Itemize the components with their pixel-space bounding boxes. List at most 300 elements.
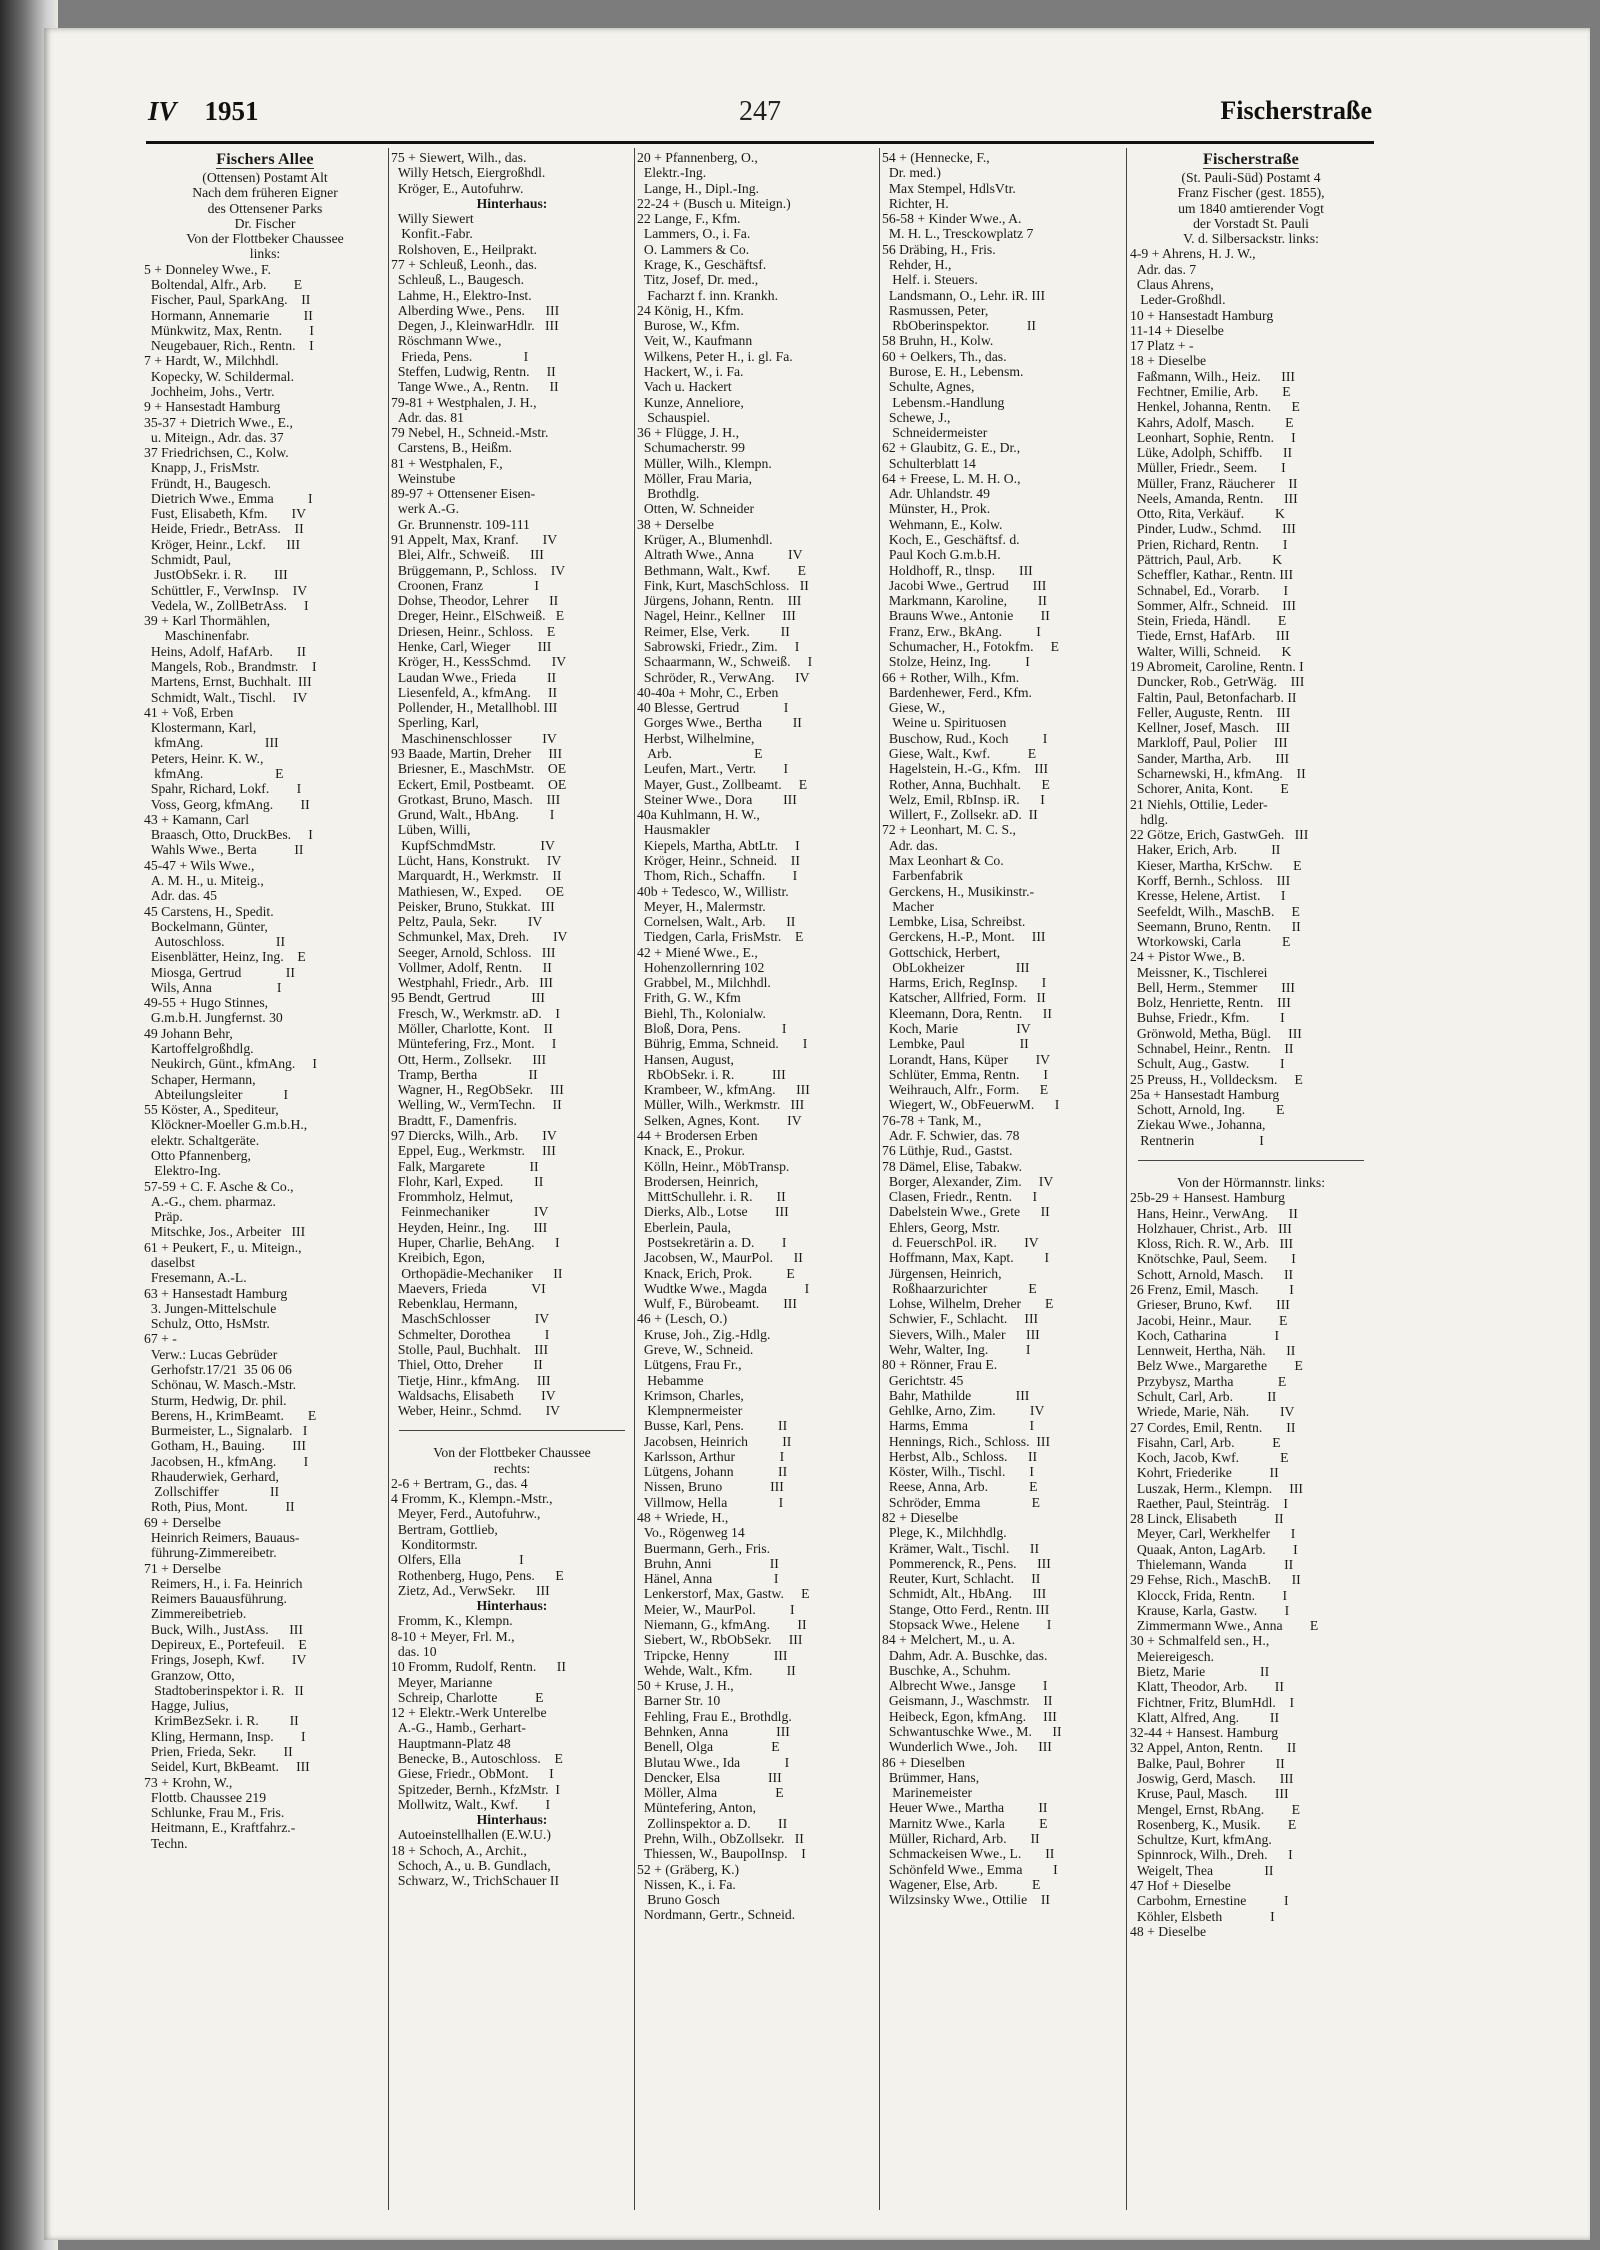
- directory-entry: Dierks, Alb., Lotse III: [637, 1204, 789, 1220]
- directory-entry: Hebamme: [637, 1372, 704, 1388]
- directory-entry: Balke, Paul, Bohrer II: [1130, 1755, 1285, 1771]
- directory-entry: Markmann, Karoline, II: [882, 593, 1047, 609]
- directory-entry: Leder-Großhdl.: [1130, 292, 1226, 308]
- directory-entry: Kunze, Anneliore,: [637, 394, 744, 410]
- directory-entry: führung-Zimmereibetr.: [144, 1545, 277, 1561]
- directory-entry: Kreibich, Egon,: [391, 1250, 485, 1266]
- directory-entry: Olfers, Ella I: [391, 1552, 524, 1568]
- directory-entry: Tange Wwe., A., Rentn. II: [391, 379, 559, 395]
- directory-entry: Bahr, Mathilde III: [882, 1387, 1030, 1403]
- directory-entry: Burose, W., Kfm.: [637, 318, 740, 334]
- directory-entry: Degen, J., KleinwarHdlr. III: [391, 318, 559, 334]
- directory-entry: Orthopädie-Mechaniker II: [391, 1265, 563, 1281]
- directory-entry: Grotkast, Bruno, Masch. III: [391, 791, 561, 807]
- directory-entry: Koch, Marie IV: [882, 1021, 1031, 1037]
- directory-entry: Bockelmann, Günter,: [144, 918, 268, 934]
- directory-entry: Jacobi Wwe., Gertrud III: [882, 577, 1047, 593]
- directory-entry: Lennweit, Hertha, Näh. II: [1130, 1343, 1296, 1359]
- directory-entry: Helf. i. Steuers.: [882, 272, 978, 288]
- directory-entry: 73 + Krohn, W.,: [144, 1774, 233, 1790]
- directory-entry: Sievers, Wilh., Maler III: [882, 1326, 1040, 1342]
- directory-entry: Bührig, Emma, Schneid. I: [637, 1036, 808, 1052]
- directory-entry: Vo., Rögenweg 14: [637, 1525, 745, 1541]
- directory-entry: Jürgensen, Heinrich,: [882, 1265, 1002, 1281]
- directory-entry: Sperling, Karl,: [391, 715, 479, 731]
- directory-entry: 5 + Donneley Wwe., F.: [144, 261, 271, 277]
- directory-entry: Bloß, Dora, Pens. I: [637, 1021, 787, 1037]
- directory-entry: 91 Appelt, Max, Kranf. IV: [391, 532, 558, 548]
- directory-entry: Grieser, Bruno, Kwf. III: [1130, 1297, 1290, 1313]
- directory-entry: A.-G., chem. pharmaz.: [144, 1193, 276, 1209]
- directory-entry: Schönfeld Wwe., Emma I: [882, 1861, 1058, 1877]
- directory-entry: Thiessen, W., BaupolInsp. I: [637, 1846, 806, 1862]
- directory-entry: Harms, Emma I: [882, 1418, 1035, 1434]
- directory-entry: 79 Nebel, H., Schneid.-Mstr.: [391, 425, 549, 441]
- directory-entry: Meiereigesch.: [1130, 1648, 1214, 1664]
- street-note: des Ottensener Parks: [207, 200, 323, 216]
- directory-entry: Lahme, H., Elektro-Inst.: [391, 287, 532, 303]
- directory-entry: Barner Str. 10: [637, 1693, 721, 1709]
- directory-entry: Schüttler, F., VerwInsp. IV: [144, 582, 308, 598]
- directory-column-5: [1130, 150, 1372, 2210]
- directory-entry: 58 Bruhn, H., Kolw.: [882, 333, 994, 349]
- directory-entry: 48 + Wriede, H.,: [637, 1510, 729, 1526]
- section-divider: [399, 1418, 625, 1431]
- directory-entry: Marinemeister: [882, 1785, 973, 1801]
- directory-entry: 55 Köster, A., Spediteur,: [144, 1102, 279, 1118]
- street-note: Von der Flottbeker Chaussee: [186, 231, 344, 247]
- directory-entry: Buck, Wilh., JustAss. III: [144, 1621, 303, 1637]
- directory-entry: Adr. das. 7: [1130, 261, 1197, 277]
- directory-entry: 18 + Dieselbe: [1130, 353, 1207, 369]
- directory-entry: Schmackeisen Wwe., L. II: [882, 1846, 1055, 1862]
- directory-entry: Lütgens, Frau Fr.,: [637, 1357, 742, 1373]
- directory-entry: Stolle, Paul, Buchhalt. III: [391, 1341, 549, 1357]
- directory-entry: Depireux, E., Portefeuil. E: [144, 1637, 307, 1652]
- directory-entry: Cornelsen, Walt., Arb. II: [637, 914, 796, 930]
- directory-entry: Knack, Erich, Prok. E: [637, 1265, 795, 1281]
- directory-entry: 69 + Derselbe: [144, 1514, 221, 1530]
- directory-entry: Wagener, Else, Arb. E: [882, 1876, 1041, 1892]
- directory-entry: Kohrt, Friederike II: [1130, 1465, 1279, 1481]
- directory-entry: Sander, Martha, Arb. III: [1130, 750, 1290, 766]
- directory-entry: Koch, E., Geschäftsf. d.: [882, 532, 1020, 548]
- directory-entry: 97 Diercks, Wilh., Arb. IV: [391, 1128, 557, 1143]
- directory-entry: Sommer, Alfr., Schneid. III: [1130, 597, 1296, 613]
- directory-entry: Waldsachs, Elisabeth IV: [391, 1387, 556, 1403]
- street-note: der Vorstadt St. Pauli: [1193, 215, 1309, 231]
- directory-entry: 46 + (Lesch, O.): [637, 1311, 728, 1327]
- directory-entry: Krause, Karla, Gastw. I: [1130, 1602, 1290, 1618]
- directory-entry: 62 + Glaubitz, G. E., Dr.,: [882, 440, 1021, 456]
- directory-entry: Thom, Rich., Schaffn. I: [637, 868, 798, 884]
- directory-entry: Lebensm.-Handlung: [882, 394, 1005, 410]
- directory-entry: 79-81 + Westphalen, J. H.,: [391, 394, 537, 410]
- directory-entry: Schröder, Emma E: [882, 1494, 1040, 1510]
- directory-entry: 28 Linck, Elisabeth II: [1130, 1511, 1284, 1527]
- directory-entry: Schewe, J.,: [882, 409, 951, 425]
- directory-entry: Otto, Rita, Verkäuf. K: [1130, 506, 1285, 522]
- directory-entry: Bradtt, F., Damenfris.: [391, 1112, 517, 1128]
- directory-entry: 45 Carstens, H., Spedit.: [144, 903, 274, 919]
- directory-entry: Brodersen, Heinrich,: [637, 1173, 759, 1189]
- directory-entry: Ziekau Wwe., Johanna,: [1130, 1117, 1266, 1133]
- directory-entry: Eckert, Emil, Postbeamt. OE: [391, 776, 567, 792]
- directory-entry: Prien, Richard, Rentn. I: [1130, 536, 1288, 552]
- directory-entry: Krimson, Charles,: [637, 1387, 744, 1403]
- directory-entry: Klatt, Alfred, Ang. II: [1130, 1709, 1280, 1725]
- directory-entry: 35-37 + Dietrich Wwe., E.,: [144, 414, 293, 430]
- directory-entry: Ott, Herm., Zollsekr. III: [391, 1051, 547, 1067]
- directory-entry: 56-58 + Kinder Wwe., A.: [882, 211, 1022, 227]
- directory-entry: Schulte, Agnes,: [882, 379, 975, 395]
- directory-entry: Brauns Wwe., Antonie II: [882, 608, 1050, 624]
- directory-entry: Nissen, Bruno III: [637, 1479, 784, 1495]
- directory-entry: Flottb. Chaussee 219: [144, 1789, 267, 1805]
- directory-entry: Zimmereibetrieb.: [144, 1606, 247, 1622]
- directory-entry: Frith, G. W., Kfm: [637, 990, 741, 1006]
- directory-entry: A. M. H., u. Miteig.,: [144, 872, 264, 888]
- directory-entry: Seeger, Arnold, Schloss. III: [391, 944, 556, 960]
- directory-entry: Lenkerstorf, Max, Gastw. E: [637, 1586, 810, 1602]
- directory-entry: Wehde, Walt., Kfm. II: [637, 1662, 796, 1678]
- directory-entry: Bietz, Marie II: [1130, 1664, 1270, 1679]
- directory-entry: Martens, Ernst, Buchhalt. III: [144, 674, 312, 690]
- directory-entry: 86 + Dieselben: [882, 1754, 965, 1770]
- directory-entry: Hauptmann-Platz 48: [391, 1735, 511, 1751]
- directory-entry: Adr. das. 45: [144, 888, 217, 904]
- directory-entry: 4-9 + Ahrens, H. J. W.,: [1130, 246, 1256, 262]
- directory-entry: 95 Bendt, Gertrud III: [391, 990, 545, 1006]
- directory-entry: Fust, Elisabeth, Kfm. IV: [144, 506, 306, 522]
- directory-entry: Jürgens, Johann, Rentn. III: [637, 593, 802, 609]
- directory-entry: Joswig, Gerd, Masch. III: [1130, 1770, 1294, 1786]
- directory-entry: Möller, Frau Maria,: [637, 470, 753, 486]
- directory-entry: Wagner, H., RegObSekr. III: [391, 1082, 564, 1098]
- directory-entry: Kloss, Rich. R. W., Arb. III: [1130, 1236, 1294, 1252]
- directory-entry: Konditormstr.: [391, 1537, 478, 1553]
- street-note: rechts:: [493, 1460, 531, 1476]
- directory-entry: Schleuß, L., Baugesch.: [391, 272, 525, 288]
- directory-entry: 21 Niehls, Ottilie, Leder-: [1130, 796, 1268, 812]
- directory-entry: Röschmann Wwe.,: [391, 333, 502, 349]
- directory-entry: Hausmakler: [637, 822, 710, 838]
- directory-entry: Fründt, H., Baugesch.: [144, 475, 271, 491]
- directory-entry: Krage, K., Geschäftsf.: [637, 256, 767, 272]
- directory-entry: Raether, Paul, Steinträg. I: [1130, 1495, 1288, 1511]
- directory-entry: Prehn, Wilh., ObZollsekr. II: [637, 1830, 804, 1846]
- directory-entry: Blutau Wwe., Ida I: [637, 1754, 790, 1770]
- directory-entry: Zimmermann Wwe., Anna E: [1130, 1618, 1319, 1634]
- directory-entry: 12 + Elektr.-Werk Unterelbe: [391, 1705, 547, 1721]
- directory-entry: Behnken, Anna III: [637, 1723, 790, 1739]
- directory-entry: Bell, Herm., Stemmer III: [1130, 979, 1295, 995]
- directory-entry: 36 + Flügge, J. H.,: [637, 425, 740, 441]
- directory-column-2: [391, 150, 633, 2210]
- directory-entry: Przybysz, Martha E: [1130, 1373, 1287, 1389]
- directory-entry: Peltz, Paula, Sekr. IV: [391, 914, 543, 930]
- directory-entry: Steffen, Ludwig, Rentn. II: [391, 363, 556, 379]
- directory-entry: Driesen, Heinr., Schloss. E: [391, 623, 556, 639]
- street-note: Franz Fischer (gest. 1855),: [1177, 185, 1325, 201]
- directory-entry: 9 + Hansestadt Hamburg: [144, 399, 281, 415]
- directory-entry: Koch, Jacob, Kwf. E: [1130, 1450, 1289, 1466]
- directory-entry: 18 + Schoch, A., Archit.,: [391, 1842, 527, 1858]
- directory-entry: Herbst, Wilhelmine,: [637, 730, 755, 746]
- directory-entry: Müller, Richard, Arb. II: [882, 1830, 1040, 1846]
- directory-entry: Eisenblätter, Heinz, Ing. E: [144, 949, 306, 965]
- directory-entry: Alberding Wwe., Pens. III: [391, 302, 560, 318]
- street-heading: [1130, 150, 1372, 170]
- directory-entry: Meier, W., MaurPol. I: [637, 1601, 795, 1617]
- directory-entry: Zietz, Ad., VerwSekr. III: [391, 1582, 550, 1598]
- directory-entry: Facharzt f. inn. Krankh.: [637, 287, 779, 303]
- directory-entry: 40-40a + Mohr, C., Erben: [637, 684, 779, 700]
- directory-entry: Adr. Uhlandstr. 49: [882, 486, 990, 502]
- directory-entry: Hackert, W., i. Fa.: [637, 363, 744, 379]
- street-note: (Ottensen) Postamt Alt: [202, 170, 328, 185]
- directory-entry: Holzhauer, Christ., Arb. III: [1130, 1220, 1292, 1236]
- directory-entry: Jacobi, Heinr., Maur. E: [1130, 1312, 1288, 1328]
- directory-entry: Max Leonhart & Co.: [882, 852, 1004, 868]
- directory-entry: Selken, Agnes, Kont. IV: [637, 1112, 802, 1128]
- directory-entry: 89-97 + Ottensener Eisen-: [391, 486, 536, 502]
- directory-entry: Neugebauer, Rich., Rentn. I: [144, 338, 314, 354]
- directory-entry: Reimers, H., i. Fa. Heinrich: [144, 1575, 303, 1591]
- directory-entry: Knack, E., Prokur.: [637, 1143, 745, 1159]
- directory-entry: Steiner Wwe., Dora III: [637, 791, 797, 807]
- directory-entry: Tiede, Ernst, HafArb. III: [1130, 628, 1290, 644]
- directory-entry: Wils, Anna I: [144, 979, 282, 995]
- directory-entry: Schönau, W. Masch.-Mstr.: [144, 1377, 297, 1393]
- directory-entry: Heyden, Heinr., Ing. III: [391, 1219, 548, 1235]
- directory-entry: Schneidermeister: [882, 425, 988, 441]
- directory-entry: 22 Götze, Erich, GastwGeh. III: [1130, 827, 1309, 843]
- directory-entry: Gerckens, H.-P., Mont. III: [882, 929, 1046, 945]
- directory-entry: Fisahn, Carl, Arb. E: [1130, 1434, 1281, 1450]
- directory-entry: Neels, Amanda, Rentn. III: [1130, 490, 1298, 506]
- directory-entry: Nagel, Heinr., Kellner III: [637, 608, 796, 624]
- directory-entry: Wiegert, W., ObFeuerwM. I: [882, 1097, 1060, 1113]
- directory-entry: KrimBezSekr. i. R. II: [144, 1713, 299, 1729]
- directory-entry: Schwier, F., Schlacht. III: [882, 1311, 1039, 1327]
- directory-entry: Haker, Erich, Arb. II: [1130, 842, 1281, 858]
- directory-entry: Lembke, Paul II: [882, 1036, 1029, 1052]
- street-note: Von der Hörmannstr. links:: [1176, 1175, 1326, 1190]
- directory-entry: Wilzsinsky Wwe., Ottilie II: [882, 1892, 1050, 1908]
- directory-entry: Eberlein, Paula,: [637, 1219, 731, 1235]
- header-volume: IV: [148, 96, 177, 126]
- directory-entry: Krambeer, W., kfmAng. III: [637, 1082, 810, 1098]
- directory-entry: Carbohm, Ernestine I: [1130, 1893, 1289, 1909]
- directory-entry: Mathiesen, W., Exped. OE: [391, 883, 564, 899]
- directory-entry: 72 + Leonhart, M. C. S.,: [882, 822, 1016, 838]
- directory-entry: Walter, Willi, Schneid. K: [1130, 643, 1292, 659]
- directory-entry: Reese, Anna, Arb. E: [882, 1479, 1038, 1495]
- directory-entry: Abteilungsleiter I: [144, 1086, 289, 1102]
- directory-entry: Mayer, Gust., Zollbeamt. E: [637, 776, 808, 792]
- directory-entry: 40a Kuhlmann, H. W.,: [637, 807, 760, 823]
- directory-entry: Adr. das.: [882, 837, 938, 853]
- directory-entry: Gorges Wwe., Bertha II: [637, 715, 802, 731]
- directory-entry: Titz, Josef, Dr. med.,: [637, 272, 759, 288]
- directory-entry: Siebert, W., RbObSekr. III: [637, 1632, 803, 1648]
- street-note: Von der Flottbeker Chaussee: [433, 1445, 591, 1461]
- directory-entry: Kling, Hermann, Insp. I: [144, 1728, 306, 1744]
- directory-entry: Dencker, Elsa III: [637, 1769, 782, 1785]
- directory-entry: RbOberinspektor. II: [882, 318, 1036, 334]
- directory-entry: Mollwitz, Walt., Kwf. I: [391, 1796, 551, 1812]
- directory-entry: Maschinenschlosser IV: [391, 730, 557, 746]
- section-divider: [1138, 1148, 1364, 1161]
- directory-entry: Müntefering, Frz., Mont. I: [391, 1036, 557, 1052]
- directory-entry: Schnabel, Ed., Vorarb. I: [1130, 582, 1289, 598]
- directory-entry: Roth, Pius, Mont. II: [144, 1499, 295, 1515]
- directory-entry: Maschinenfabr.: [144, 628, 250, 644]
- directory-entry: 84 + Melchert, M., u. A.: [882, 1632, 1016, 1648]
- directory-entry: Benell, Olga E: [637, 1739, 780, 1755]
- directory-entry: Jochheim, Johs., Vertr.: [144, 383, 275, 399]
- directory-entry: 54 + (Hennecke, F.,: [882, 150, 990, 165]
- directory-entry: Schlunke, Frau M., Fris.: [144, 1805, 285, 1821]
- directory-entry: Wriede, Marie, Näh. IV: [1130, 1404, 1295, 1420]
- directory-entry: Kröger, H., KessSchmd. IV: [391, 654, 567, 670]
- subsection-label: Hinterhaus:: [476, 1598, 548, 1614]
- directory-entry: 43 + Kamann, Carl: [144, 811, 250, 827]
- directory-entry: Autoeinstellhallen (E.W.U.): [391, 1827, 551, 1843]
- directory-entry: Gotham, H., Bauing. III: [144, 1438, 306, 1454]
- directory-entry: 29 Fehse, Rich., MaschB. II: [1130, 1572, 1301, 1588]
- directory-entry: Altrath Wwe., Anna IV: [637, 547, 803, 563]
- directory-entry: Weinstube: [391, 470, 456, 486]
- directory-entry: Schult, Carl, Arb. II: [1130, 1388, 1277, 1404]
- directory-entry: 78 Dämel, Elise, Tabakw.: [882, 1158, 1023, 1174]
- directory-entry: Schauspiel.: [637, 409, 710, 425]
- directory-entry: Buschow, Rud., Koch I: [882, 730, 1048, 746]
- directory-entry: Kleemann, Dora, Rentn. II: [882, 1005, 1052, 1021]
- directory-entry: Fromm, K., Klempn.: [391, 1613, 513, 1629]
- directory-entry: KupfSchmdMstr. IV: [391, 837, 555, 853]
- subsection-label: Hinterhaus:: [476, 1812, 548, 1828]
- directory-entry: Dahm, Adr. A. Buschke, das.: [882, 1647, 1048, 1663]
- directory-entry: 22 Lange, F., Kfm.: [637, 211, 741, 227]
- directory-entry: Hohenzollernring 102: [637, 959, 765, 975]
- directory-entry: Rebenklau, Hermann,: [391, 1296, 518, 1312]
- directory-entry: Westphahl, Friedr., Arb. III: [391, 975, 553, 991]
- directory-entry: 82 + Dieselbe: [882, 1510, 959, 1526]
- directory-entry: Geismann, J., Waschmstr. II: [882, 1693, 1053, 1709]
- directory-entry: Nissen, K., i. Fa.: [637, 1876, 736, 1892]
- directory-entry: JustObSekr. i. R. III: [144, 567, 288, 583]
- directory-entry: Benecke, B., Autoschloss. E: [391, 1750, 563, 1766]
- header-year: 1951: [204, 96, 259, 126]
- directory-entry: Schumacher, H., Fotokfm. E: [882, 639, 1059, 654]
- directory-entry: 49 Johann Behr,: [144, 1025, 233, 1041]
- directory-entry: elektr. Schaltgeräte.: [144, 1132, 260, 1148]
- directory-entry: 64 + Freese, L. M. H. O.,: [882, 470, 1021, 486]
- directory-entry: Fresemann, A.-L.: [144, 1270, 247, 1286]
- directory-entry: Meyer, Marianne: [391, 1674, 493, 1690]
- directory-entry: Eppel, Eug., Werkmstr. III: [391, 1143, 556, 1159]
- directory-entry: Kieser, Martha, KrSchw. E: [1130, 857, 1302, 873]
- directory-entry: Schmunkel, Max, Dreh. IV: [391, 929, 568, 945]
- directory-entry: Welling, W., VermTechn. II: [391, 1097, 562, 1113]
- directory-entry: Müller, Wilh., Klempn.: [637, 455, 772, 471]
- directory-entry: Heibeck, Egon, kfmAng. III: [882, 1708, 1057, 1724]
- directory-entry: Huper, Charlie, BehAng. I: [391, 1234, 560, 1250]
- directory-entry: Willy Siewert: [391, 211, 474, 227]
- directory-entry: Peters, Heinr. K. W.,: [144, 750, 264, 766]
- street-note: Dr. Fischer: [234, 215, 296, 231]
- directory-entry: Hennings, Rich., Schloss. III: [882, 1433, 1051, 1449]
- directory-entry: Berens, H., KrimBeamt. E: [144, 1407, 317, 1423]
- directory-entry: Zollschiffer II: [144, 1484, 280, 1500]
- directory-entry: Henke, Carl, Wieger III: [391, 639, 552, 654]
- directory-entry: Welz, Emil, RbInsp. iR. I: [882, 791, 1045, 807]
- directory-entry: Prien, Frieda, Sekr. II: [144, 1743, 293, 1759]
- directory-entry: A.-G., Hamb., Gerhart-: [391, 1720, 526, 1736]
- directory-entry: Buschke, A., Schuhm.: [882, 1662, 1011, 1678]
- directory-entry: Fechtner, Emilie, Arb. E: [1130, 383, 1291, 399]
- directory-entry: Katscher, Allfried, Form. II: [882, 990, 1046, 1006]
- directory-entry: Klocck, Frida, Rentn. I: [1130, 1587, 1287, 1603]
- directory-entry: 32 Appel, Anton, Rentn. II: [1130, 1740, 1297, 1756]
- directory-entry: Reimers Bauausführung.: [144, 1591, 287, 1607]
- directory-entry: Kartoffelgroßhdlg.: [144, 1041, 254, 1057]
- directory-entry: Krüger, A., Blumenhdl.: [637, 532, 773, 548]
- directory-entry: Gehlke, Arno, Zim. IV: [882, 1403, 1045, 1419]
- directory-entry: Miosga, Gertrud II: [144, 964, 295, 980]
- directory-entry: Feinmechaniker IV: [391, 1204, 549, 1220]
- directory-entry: Wulf, F., Bürobeamt. III: [637, 1296, 797, 1312]
- directory-entry: Braasch, Otto, DruckBes. I: [144, 827, 313, 843]
- directory-entry: Schulz, Otto, HsMstr.: [144, 1316, 270, 1332]
- directory-entry: Nordmann, Gertr., Schneid.: [637, 1907, 796, 1923]
- directory-entry: Dohse, Theodor, Lehrer II: [391, 593, 559, 609]
- directory-entry: Klempnermeister: [637, 1403, 743, 1419]
- directory-entry: Buhse, Friedr., Kfm. I: [1130, 1010, 1285, 1026]
- directory-column-3: [637, 150, 879, 2210]
- directory-entry: hdlg.: [1130, 811, 1169, 827]
- directory-entry: Verw.: Lucas Gebrüder: [144, 1346, 278, 1362]
- directory-entry: Giese, W.,: [882, 700, 946, 716]
- directory-entry: Kahrs, Adolf, Masch. E: [1130, 414, 1294, 430]
- directory-entry: Schumacherstr. 99: [637, 440, 745, 456]
- directory-entry: 52 + (Gräberg, K.): [637, 1861, 740, 1877]
- directory-entry: Knötschke, Paul, Seem. I: [1130, 1251, 1296, 1267]
- directory-entry: Leufen, Mart., Vertr. I: [637, 761, 789, 777]
- directory-entry: Meyer, Ferd., Autofuhrw.,: [391, 1506, 541, 1522]
- directory-entry: Harms, Erich, RegInsp. I: [882, 975, 1047, 991]
- directory-entry: Duncker, Rob., GetrWäg. III: [1130, 674, 1305, 690]
- header-street: Fischerstraße: [1220, 96, 1372, 125]
- directory-entry: Lammers, O., i. Fa.: [637, 226, 751, 242]
- directory-entry: 25 Preuss, H., Volldecksm. E: [1130, 1071, 1303, 1087]
- directory-entry: Schreip, Charlotte E: [391, 1689, 544, 1705]
- directory-entry: Kopecky, W. Schildermal.: [144, 368, 295, 384]
- directory-entry: Hänel, Anna I: [637, 1571, 779, 1587]
- directory-entry: Korff, Bernh., Schloss. III: [1130, 872, 1291, 888]
- street-note: V. d. Silbersackstr. links:: [1183, 231, 1319, 247]
- directory-entry: Falk, Margarete II: [391, 1158, 539, 1174]
- directory-entry: Schult, Aug., Gastw. I: [1130, 1056, 1285, 1072]
- directory-entry: Villmow, Hella I: [637, 1494, 784, 1510]
- directory-entry: 63 + Hansestadt Hamburg: [144, 1285, 288, 1301]
- directory-entry: Albrecht Wwe., Jansge I: [882, 1678, 1048, 1694]
- directory-entry: Willert, F., Zollsekr. aD. II: [882, 807, 1038, 823]
- directory-entry: Lücht, Hans, Konstrukt. IV: [391, 852, 562, 868]
- directory-entry: Spahr, Richard, Lokf. I: [144, 781, 302, 797]
